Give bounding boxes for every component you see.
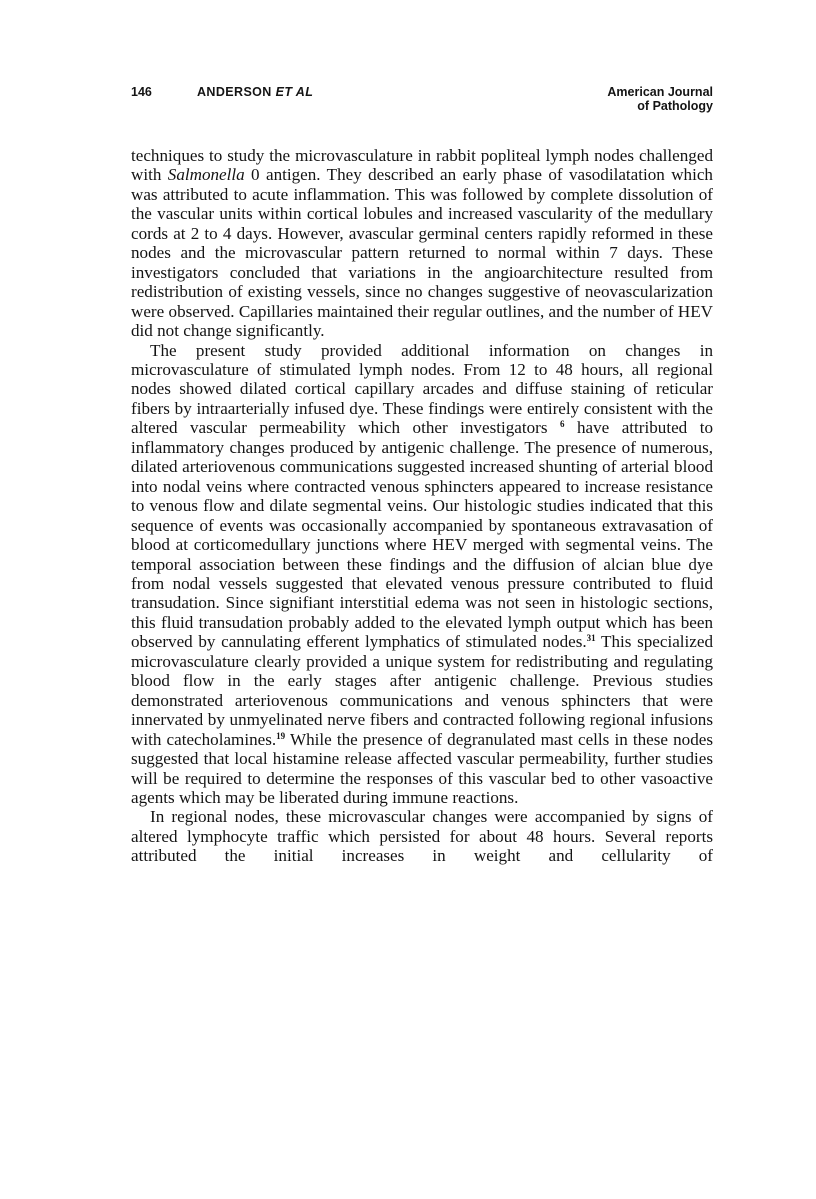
text-run: This specialized microvasculature clearly provided a unique system for redistributing and regulating blood flow in the early stages after antigenic challenge. Previous studies demonstrated arteriovenous communications and venous sphincters that were innervated by unmyelinated nerve fibers and contracted following regional infusions with catecholamines. <box>131 632 713 749</box>
et-al: ET AL <box>275 85 314 99</box>
journal-name-line1: American Journal <box>607 85 713 99</box>
text-run: The present study provided additional information on changes in microvasculature of stimulated lymph nodes. From 12 to 48 hours, all regional nodes showed dilated cortical capillary arcades and diffuse staining of reticular fibers by intraarterially infused dye. These findings were entirely consistent with the altered vascular permeability which other investigators <box>131 340 713 438</box>
reference-citation: 31 <box>586 633 596 644</box>
text-run: In regional nodes, these microvascular changes were accompanied by signs of altered lymphocyte traffic which persisted for about 48 hours. Several reports attributed the initial increases in weight and cellularity of <box>131 807 713 866</box>
body-text <box>131 146 713 866</box>
text-run: techniques to study the microvasculature in rabbit popliteal lymph nodes challenged with <box>131 146 713 185</box>
paragraph-2 <box>131 341 713 808</box>
species-name: Salmonella <box>167 165 245 185</box>
running-head-author <box>197 85 313 99</box>
reference-citation: 19 <box>276 730 286 741</box>
reference-citation: 6 <box>559 419 565 430</box>
journal-name <box>607 85 713 113</box>
journal-name-line2: of Pathology <box>637 99 713 113</box>
text-run: 0 antigen. They described an early phase of vasodilatation which was attributed to acute inflammation. This was followed by complete dissolution of the vascular units within cortical lobules and increased vascularity of the medullary cords at 2 to 4 days. However, avascular germinal centers rapidly reformed in these nodes and the microvascular pattern returned to normal within 7 days. These investigators concluded that variations in the angioarchitecture resulted from redistribution of existing vessels, since no changes suggestive of neovascularization were observed. Capillaries maintained their regular outlines, and the number of HEV did not change significantly. <box>131 165 713 341</box>
author-name: ANDERSON <box>197 85 272 99</box>
paragraph-3 <box>131 807 713 865</box>
page-number: 146 <box>131 85 152 99</box>
text-run: have attributed to inflammatory changes produced by antigenic challenge. The presence of numerous, dilated arteriovenous communications suggested increased shunting of arterial blood into nodal veins where contracted venous sphincters appeared to increase resistance to venous flow and dilate segmental veins. Our histologic studies indicated that this sequence of events was occasionally accompanied by spontaneous extravasation of blood at corticomedullary junctions where HEV merged with segmental veins. The temporal association between these findings and the diffusion of alcian blue dye from nodal vessels suggested that elevated venous pressure contributed to fluid transudation. Since signifiant interstitial edema was not seen in histologic sections, this fluid transudation probably added to the elevated lymph output which has been observed by cannulating efferent lymphatics of stimulated nodes. <box>131 418 713 652</box>
paragraph-1 <box>131 146 713 341</box>
text-run: While the presence of degranulated mast cells in these nodes suggested that local histamine release affected vascular permeability, further studies will be required to determine the responses of this vascular bed to other vasoactive agents which may be liberated during immune reactions. <box>131 729 714 807</box>
